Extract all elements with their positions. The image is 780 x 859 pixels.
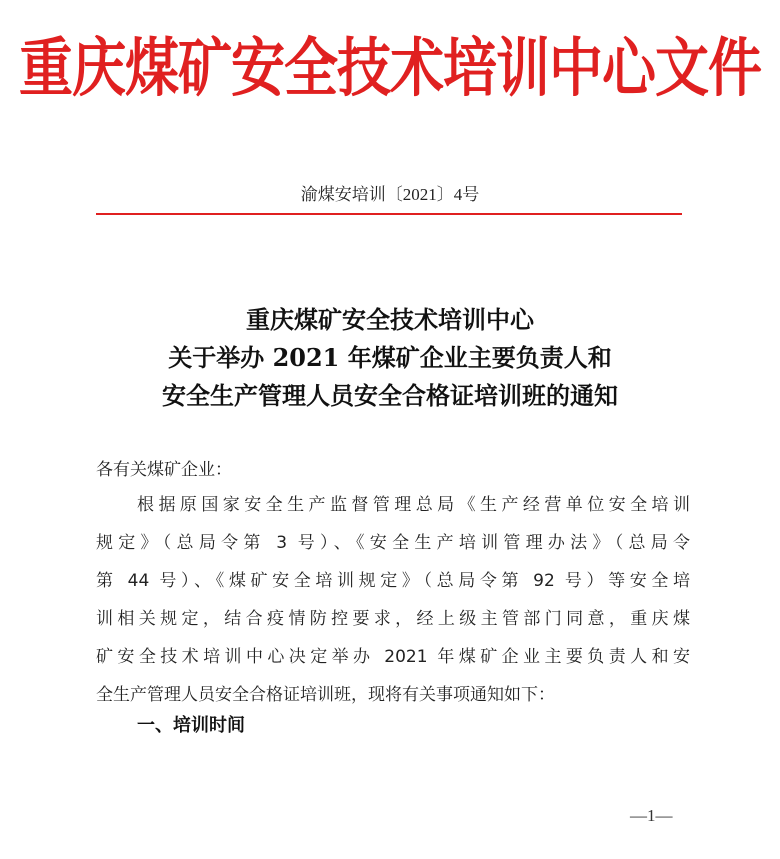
section-heading-training-time: 一、培训时间 (137, 715, 245, 736)
body-paragraph-line: 第 44 号）、《煤矿安全培训规定》（总局令第 92 号）等安全培 (96, 571, 690, 591)
red-divider-line (96, 213, 682, 215)
document-header-title: 重庆煤矿安全技术培训中心文件 (19, 29, 761, 106)
body-paragraph-line: 全生产管理人员安全合格证培训班，现将有关事项通知如下： (96, 685, 555, 705)
notice-title-line-3: 安全生产管理人员安全合格证培训班的通知 (162, 381, 618, 410)
document-number: 渝煤安培训〔2021〕4号 (300, 185, 480, 204)
notice-title-line-2: 关于举办 2021 年煤矿企业主要负责人和 (168, 343, 612, 372)
notice-title-line-1: 重庆煤矿安全技术培训中心 (246, 305, 534, 334)
body-paragraph-line: 规定》（总局令第 3 号）、《安全生产培训管理办法》（总局令 (96, 533, 690, 553)
salutation: 各有关煤矿企业： (96, 460, 232, 480)
body-paragraph-line: 训相关规定，结合疫情防控要求，经上级主管部门同意，重庆煤 (96, 609, 690, 629)
body-paragraph-line: 矿安全技术培训中心决定举办 2021 年煤矿企业主要负责人和安 (96, 647, 690, 667)
body-paragraph-line: 根据原国家安全生产监督管理总局《生产经营单位安全培训 (137, 495, 690, 515)
page-number: —1— (630, 806, 673, 825)
